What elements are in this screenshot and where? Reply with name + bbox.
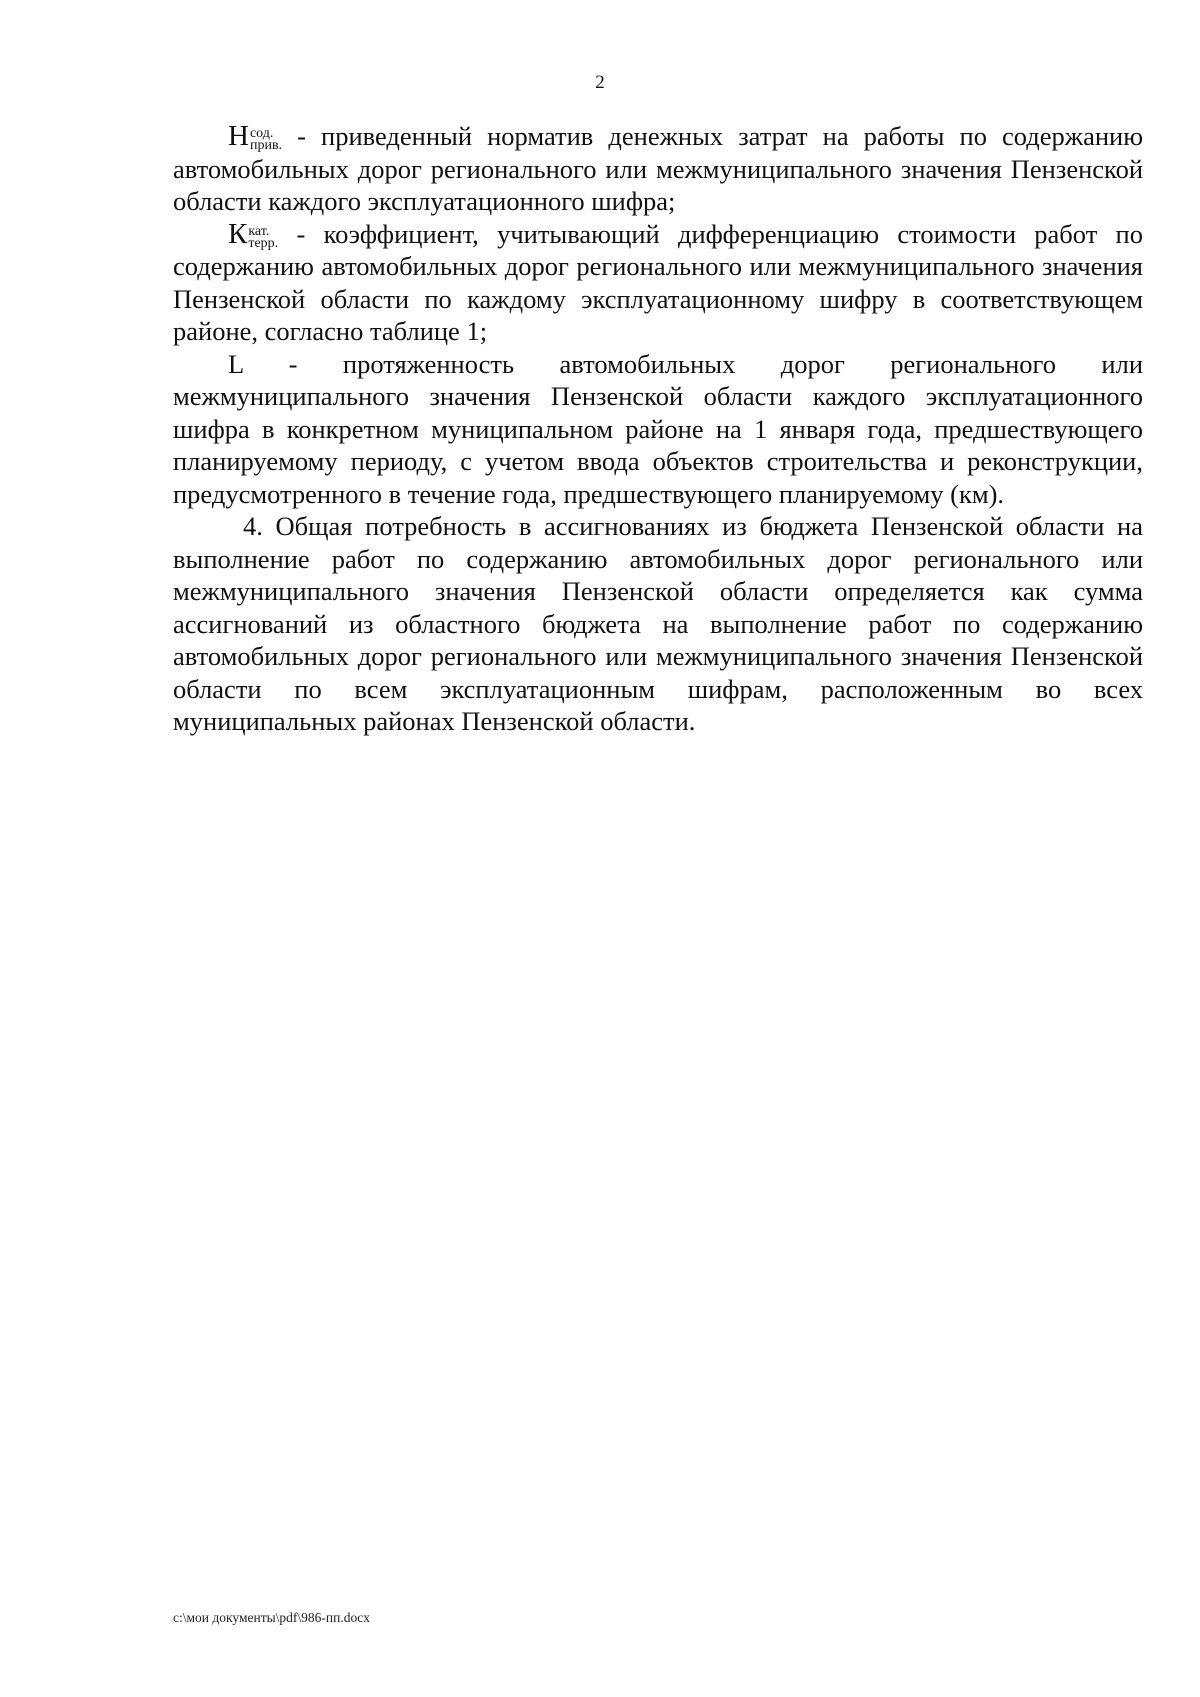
definition-text: - протяженность автомобильных дорог регионального или межмуниципального значения Пензенской области каждого эксплуатационного шифра в конкретном муниципальном районе на 1 января года, предшествующего планируемому периоду, с учетом ввода объектов строительства и реконструкции, предусмотренного в течение года, предшествующего планируемому (км). [173,348,1143,509]
symbol-subscript: терр. [248,235,279,251]
definition-length [173,348,1143,511]
footer-file-path: c:\мои документы\pdf\986-пп.docx [173,1610,370,1625]
symbol-superscript: сод. [249,126,274,141]
definition-text: - коэффициент, учитывающий дифференциацию стоимости работ по содержанию автомобильных дорог регионального или межмуниципального значения Пензенской области по каждому эксплуатационному шифру в соответствующем районе, согласно таблице 1; [173,218,1143,346]
document-body [173,120,1143,738]
symbol-superscript: кат. [248,223,270,239]
symbol-scripts [250,128,282,152]
symbol-base: К [228,217,248,250]
definition-text: - приведенный норматив денежных затрат на работы по содержанию автомобильных дорог регионального или межмуниципального значения Пензенской области каждого эксплуатационного шифра; [173,121,1143,216]
symbol-k-kat-terr [228,218,278,251]
definition-norm [173,120,1143,218]
symbol-scripts [248,223,279,251]
symbol-base: Н [228,120,249,152]
symbol-subscript: прив. [249,138,283,153]
page-number: 2 [595,72,605,93]
definition-coefficient [173,218,1143,348]
paragraph-4: 4. Общая потребность в ассигнованиях из бюджета Пензенской области на выполнение работ по содержанию автомобильных дорог регионального или межмуниципального значения Пензенской области определяется как сумма ассигнований из областного бюджета на выполнение работ по содержанию автомобильных дорог регионального или межмуниципального значения Пензенской области по всем эксплуатационным шифрам, расположенным во всех муниципальных районах Пензенской области. [173,511,1143,736]
symbol-l: L [228,348,244,379]
symbol-h-sod-priv [228,120,282,153]
